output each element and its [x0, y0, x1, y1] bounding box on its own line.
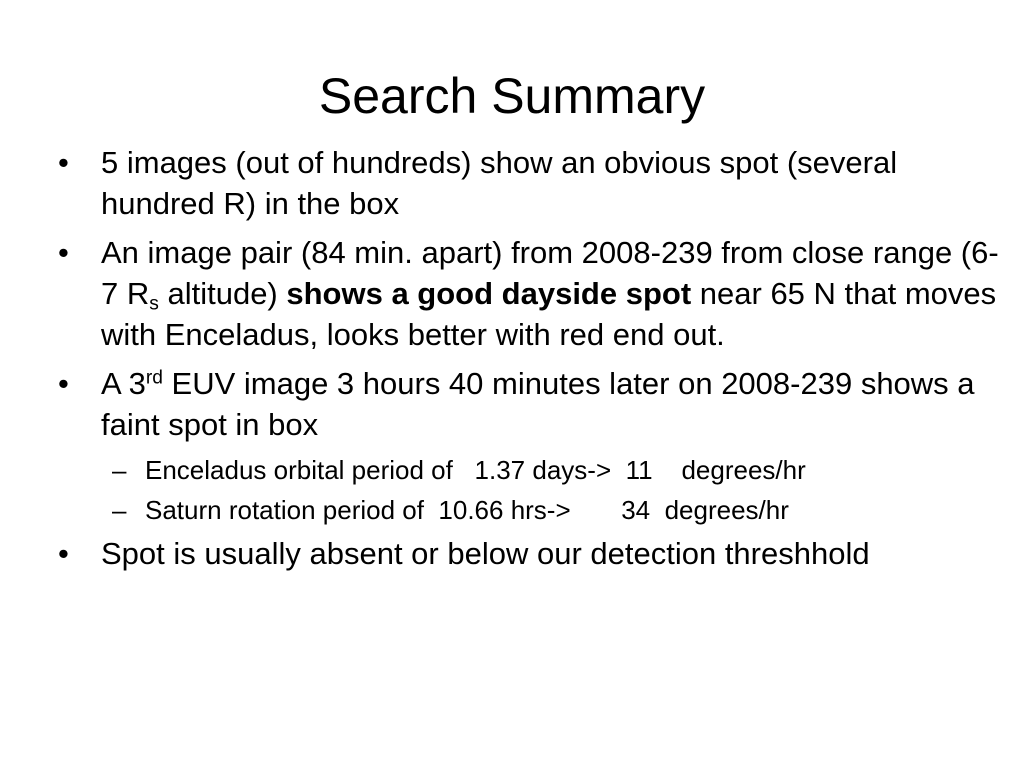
slide-title: Search Summary	[318, 68, 706, 124]
bullet-marker: •	[58, 536, 69, 571]
bullet-bold-text: shows a good dayside spot	[286, 276, 692, 311]
sub-bullet-item-2	[58, 493, 1008, 527]
dash-marker: –	[112, 495, 127, 525]
bullet-text-part1: An image pair (84 min. apart) from 2008-239 from close range (6-7 R	[101, 235, 999, 311]
bullet-text-part2: altitude)	[158, 276, 287, 311]
sub-bullet-item-1	[58, 453, 1008, 487]
dash-marker: –	[112, 455, 127, 485]
bullet-item-3	[58, 363, 1008, 445]
superscript-text: rd	[145, 367, 163, 389]
bullet-list	[58, 142, 1008, 582]
bullet-item-2	[58, 232, 1008, 355]
bullet-marker: •	[58, 235, 69, 270]
sub-bullet-text: Enceladus orbital period of 1.37 days-> 11 degrees/hr	[145, 455, 806, 485]
bullet-marker: •	[58, 145, 69, 180]
bullet-marker: •	[58, 366, 69, 401]
bullet-text: Spot is usually absent or below our detection threshhold	[101, 536, 870, 571]
bullet-text-part2: EUV image 3 hours 40 minutes later on 2008-239 shows a faint spot in box	[101, 366, 975, 442]
bullet-item-4	[58, 533, 1008, 574]
bullet-item-1	[58, 142, 1008, 224]
sub-bullet-text: Saturn rotation period of 10.66 hrs-> 34 degrees/hr	[145, 495, 789, 525]
bullet-text-part1: A 3	[101, 366, 146, 401]
bullet-text-part3: near 65 N that moves with Enceladus, looks better with red end out.	[101, 276, 997, 352]
subscript-text: s	[149, 293, 159, 315]
bullet-text: 5 images (out of hundreds) show an obvious spot (several hundred R) in the box	[101, 145, 898, 221]
